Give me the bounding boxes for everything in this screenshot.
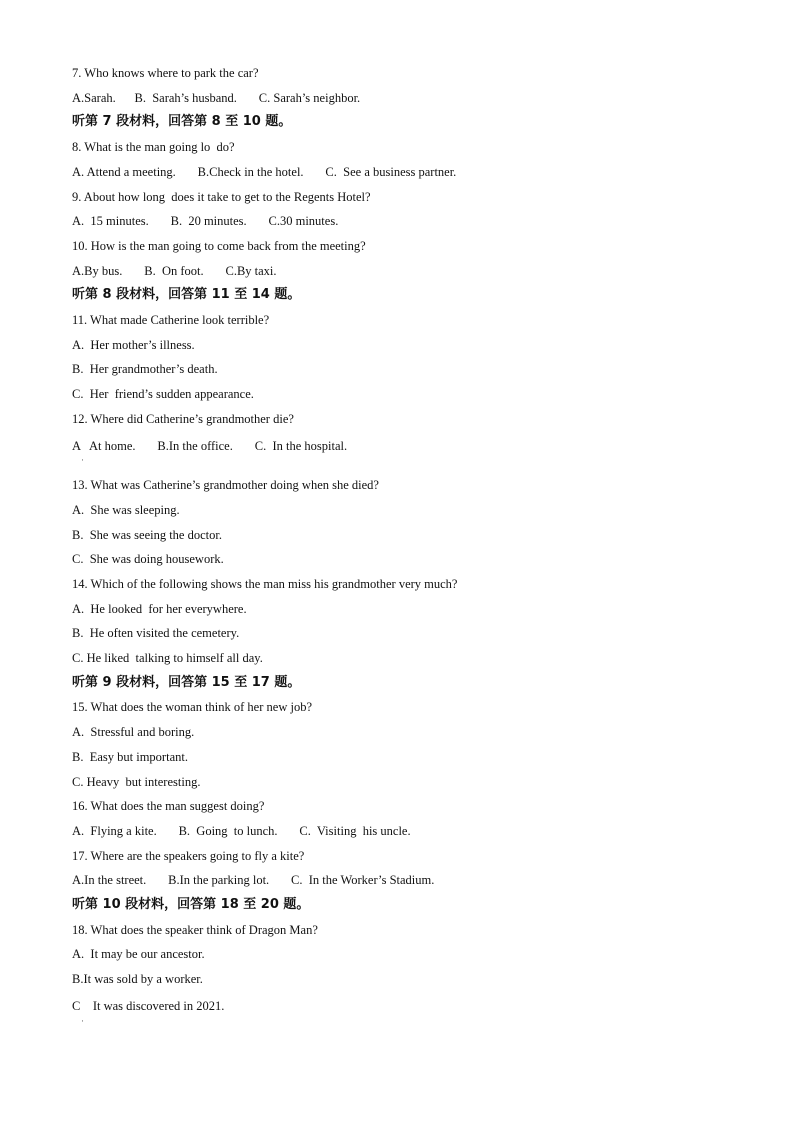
question-11-option-c: C. Her friend’s sudden appearance.	[72, 387, 254, 401]
question-14-option-a: A. He looked for her everywhere.	[72, 602, 247, 616]
question-18-option-b: B.It was sold by a worker.	[72, 972, 203, 986]
question-15-option-a: A. Stressful and boring.	[72, 725, 195, 739]
stray-mark: ·	[81, 1016, 84, 1026]
question-7-options: A.Sarah. B. Sarah’s husband. C. Sarah’s neighbor.	[72, 91, 361, 105]
question-13-option-a: A. She was sleeping.	[72, 503, 180, 517]
section-7-heading: 听第 7 段材料，回答第 8 至 10 题。	[72, 114, 292, 129]
question-16-options: A. Flying a kite. B. Going to lunch. C. Visiting his uncle.	[72, 824, 411, 838]
question-13: 13. What was Catherine’s grandmother doing when she died?	[72, 478, 379, 492]
question-18: 18. What does the speaker think of Dragon Man?	[72, 923, 318, 937]
section-9-heading: 听第 9 段材料，回答第 15 至 17 题。	[72, 675, 301, 690]
question-15: 15. What does the woman think of her new job?	[72, 700, 312, 714]
question-15-option-b: B. Easy but important.	[72, 750, 188, 764]
question-15-option-c: C. Heavy but interesting.	[72, 775, 201, 789]
question-13-option-c: C. She was doing housework.	[72, 552, 224, 566]
question-9-options: A. 15 minutes. B. 20 minutes. C.30 minutes.	[72, 214, 339, 228]
section-8-heading: 听第 8 段材料，回答第 11 至 14 题。	[72, 287, 301, 302]
question-9: 9. About how long does it take to get to the Regents Hotel?	[72, 190, 371, 204]
question-11: 11. What made Catherine look terrible?	[72, 313, 270, 327]
question-14-option-c: C. He liked talking to himself all day.	[72, 651, 263, 665]
section-10-heading: 听第 10 段材料，回答第 18 至 20 题。	[72, 897, 310, 912]
question-8-options: A. Attend a meeting. B.Check in the hotel. C. See a business partner.	[72, 165, 457, 179]
question-16: 16. What does the man suggest doing?	[72, 799, 265, 813]
question-17: 17. Where are the speakers going to fly a kite?	[72, 849, 305, 863]
question-12-options: A At home. B.In the office. C. In the hospital.	[72, 439, 348, 453]
question-11-option-a: A. Her mother’s illness.	[72, 338, 195, 352]
question-10-options: A.By bus. B. On foot. C.By taxi.	[72, 264, 277, 278]
stray-mark: ·	[81, 455, 84, 465]
question-14: 14. Which of the following shows the man miss his grandmother very much?	[72, 577, 458, 591]
question-13-option-b: B. She was seeing the doctor.	[72, 528, 222, 542]
question-17-options: A.In the street. B.In the parking lot. C. In the Worker’s Stadium.	[72, 873, 435, 887]
question-7: 7. Who knows where to park the car?	[72, 66, 259, 80]
question-14-option-b: B. He often visited the cemetery.	[72, 626, 240, 640]
question-12: 12. Where did Catherine’s grandmother die?	[72, 412, 294, 426]
question-8: 8. What is the man going lo do?	[72, 140, 235, 154]
question-18-option-a: A. It may be our ancestor.	[72, 947, 205, 961]
question-18-option-c: C It was discovered in 2021.	[72, 999, 225, 1013]
question-10: 10. How is the man going to come back from the meeting?	[72, 239, 366, 253]
question-11-option-b: B. Her grandmother’s death.	[72, 362, 218, 376]
